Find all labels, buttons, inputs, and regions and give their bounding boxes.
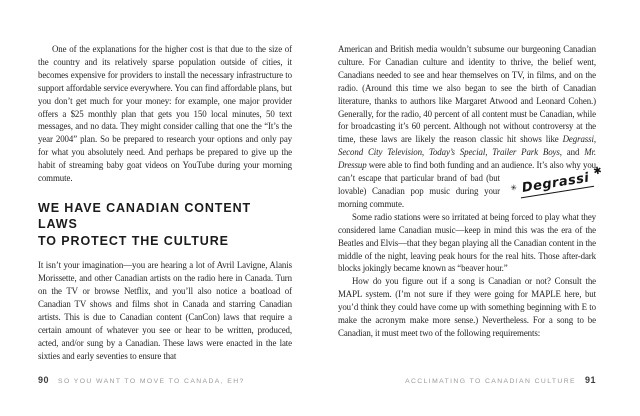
running-title-right: ACCLIMATING TO CANADIAN CULTURE (405, 378, 576, 385)
show-title-todays-special: Today’s Special (428, 147, 486, 158)
text-run: were able to find both funding and an audience. (366, 160, 537, 171)
paragraph-cancon-intro: It isn’t your imagination—you are hearing a lot of Avril Lavigne, Alanis Morissette, and other Canadian artists on the radio here in Canada. Turn on the TV or browse Netflix, and you’ll also notice a boatload of Canadian TV shows and films shot in Canada and starring Canadian artists. This is due to Canadian content (CanCon) laws that require a certain amount of whatever you see or hear to be written, produced, acted, and/or sung by a Canadian. These laws were enacted in the late sixties and early seventies to ensure that (38, 260, 292, 361)
text-run: American and British media wouldn’t subsume our burgeoning Canadian culture. For Canadian culture and identity to thrive, the belief went, Canadians needed to see and hear themselves on TV, in films, and on the radio. (Around this time we also began to see the birth of Canadian literature, thanks to authors like Margaret Atwood and Leonard Cohen.) Generally, for the radio, 40 percent of all content must be Canadian, while for broadcasting it’s 60 percent. Although not without controversy at the time, these laws are likely the reason classic hit shows like (338, 44, 596, 145)
asterisk-icon: ✳ (509, 182, 518, 193)
text-run: , and (559, 147, 585, 158)
paragraph-higher-cost: One of the explanations for the higher cost is that due to the size of the country and its relatively sparse population outside of cities, it becomes expensive for providers to install the necessary infrastructure to support affordable service everywhere. You can find affordable plans, but you don’t get much for your money: for example, one major provider offers a $25 monthly plan that gets you 150 local minutes, 50 text messages, and no data. They might consider calling that one the “It’s the year 2004” plan. So be prepared to research your options and only pay for what you absolutely need. And perhaps be prepared to give up the habit of streaming baby goat videos on YouTube during your morning commute. (38, 44, 292, 184)
section-heading-line2: TO PROTECT THE CULTURE (38, 233, 229, 248)
show-title-trailer-park-boys: Trailer Park Boys (492, 147, 560, 158)
section-heading (38, 200, 292, 250)
page-number-left: 90 (38, 375, 50, 385)
page-number-right: 91 (584, 375, 596, 385)
left-page-footer (38, 375, 245, 385)
doodle-word: Degrassi (518, 172, 593, 198)
show-title-mr-dressup: Mr. Dressup (338, 147, 596, 171)
paragraph-mapl-system: How do you figure out if a song is Canadian or not? Consult the MAPL system. (I’m not sure if they were going for MAPLE here, but you’d think they could have come up with something beginning with E to make the acronym make more sense.) Nevertheless. For a song to be Canadian, it must meet two of the following requirements: (338, 276, 596, 338)
text-run: , (485, 147, 493, 158)
running-title-left: SO YOU WANT TO MOVE TO CANADA, EH? (58, 378, 245, 385)
show-title-sctv: Second City Television (338, 147, 422, 158)
right-page-text-block (338, 43, 603, 340)
text-run: , (593, 134, 596, 145)
degrassi-handwritten-doodle (509, 165, 603, 199)
right-page-footer (405, 375, 596, 385)
paragraph-beaver-hour: Some radio stations were so irritated at being forced to play what they considered lame Canadian music—keep in mind this was the era of the Beatles and Elvis—that they began playing all the Canadian content in the middle of the night, leaving peak hours for the real hits. Those after-dark blocks jokingly became known as “beaver hour.” (338, 211, 596, 274)
paragraph-cancon-history (338, 43, 603, 211)
right-page (320, 0, 640, 416)
show-title-degrassi: Degrassi (562, 134, 594, 145)
text-run: It’s also why you can’t escape that particular brand of bad (but lovable) Canadian pop music during your morning commute. (338, 160, 596, 209)
text-run: , (421, 147, 429, 158)
section-heading-line1: WE HAVE CANADIAN CONTENT LAWS (38, 200, 252, 232)
left-page-text-block (38, 43, 292, 363)
asterisk-icon: ✱ (592, 165, 603, 178)
